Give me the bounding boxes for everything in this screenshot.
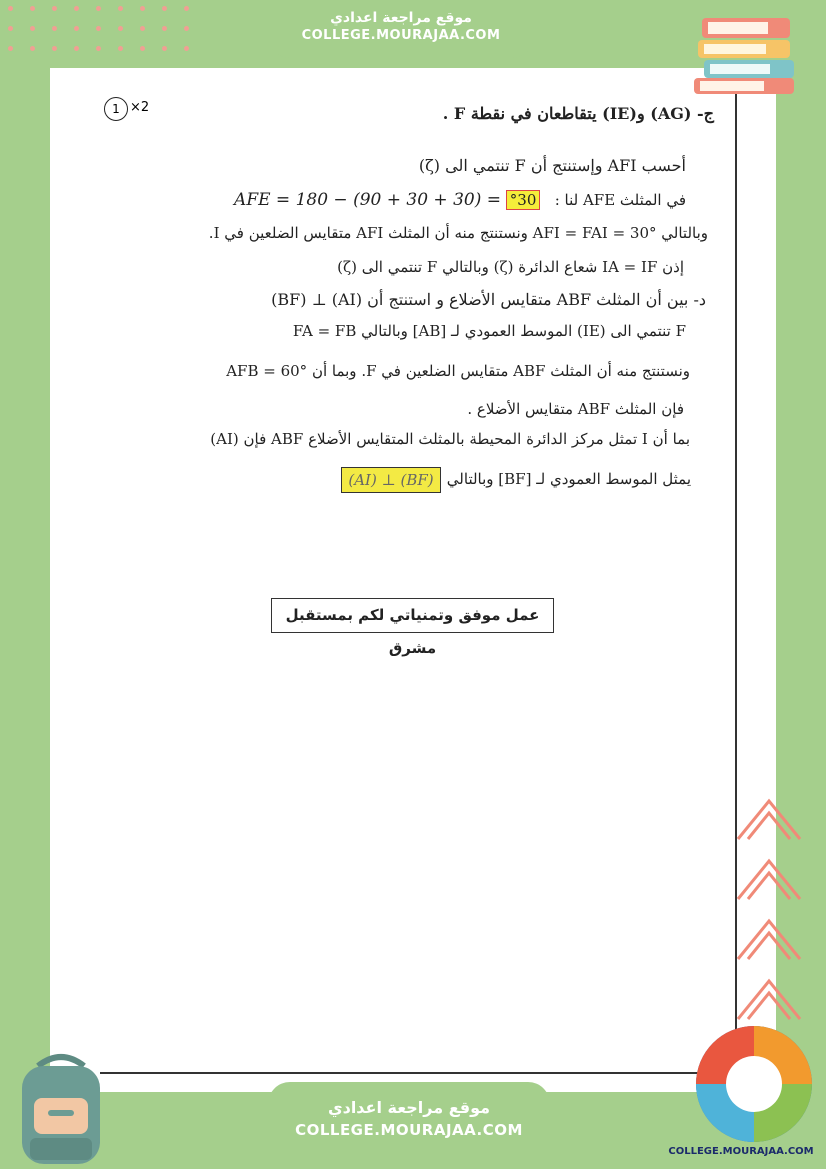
footer-site-name: موقع مراجعة اعدادي (327, 1098, 491, 1117)
mark-badge: 1 (104, 97, 128, 121)
line-equilateral-abf: فإن المثلث ABF متقايس الأضلاع . (467, 400, 684, 418)
header-site-url[interactable]: COLLEGE.MOURAJAA.COM (301, 28, 501, 43)
books-icon (694, 8, 804, 96)
line-isosceles-afi: وبالتالي AFI = FAI = 30° ونستنتج منه أن المثلث AFI متقايس الضلعين في I. (208, 224, 708, 242)
site-logo-icon[interactable] (692, 1022, 816, 1146)
equation-afe: AFE = 180 − (90 + 30 + 30) = (234, 190, 501, 210)
closing-message: عمل موفق وتمنياتي لكم بمستقبل مشرق (271, 598, 554, 633)
line-compute-afi: أحسب AFI وإستنتج أن F تنتمي الى (ζ) (418, 156, 686, 175)
backpack-icon (8, 1052, 114, 1167)
line-angle-afe-text: في المثلث AFE لنا : (554, 191, 686, 209)
line-circle-center: بما أن I تمثل مركز الدائرة المحيطة بالمثلث المتقايس الأضلاع ABF فإن (AI) (210, 430, 690, 448)
line-f-on-circle: إذن IA = IF شعاع الدائرة (ζ) وبالتالي F تنتمي الى (ζ) (337, 258, 684, 276)
footer-site-url[interactable]: COLLEGE.MOURAJAA.COM (295, 1121, 523, 1139)
answer-highlight-30: 30° (506, 190, 541, 210)
header-site-name: موقع مراجعة اعدادي (330, 10, 472, 26)
line-perpendicular-bisector: F تنتمي الى (IE) الموسط العمودي لـ [AB] وبالتالي FA = FB (292, 322, 686, 340)
line-part-c: ج- (AG) و(IE) يتقاطعان في نقطة F . (442, 104, 714, 123)
mark-multiplier: ×2 (130, 100, 150, 115)
frame-left (0, 0, 50, 1169)
line-part-d: د- بين أن المثلث ABF متقايس الأضلاع و استنتج أن (AI) ⊥ (BF) (271, 290, 706, 309)
conclusion-highlight: (AI) ⊥ (BF) (341, 467, 441, 493)
footer-banner[interactable] (268, 1082, 550, 1169)
header-banner[interactable] (268, 0, 534, 58)
chevron-up-icon (734, 795, 804, 1055)
decorative-dots (0, 0, 200, 60)
line-conclusion: يمثل الموسط العمودي لـ [BF] وبالتالي (446, 470, 691, 488)
page-border-bottom (100, 1072, 737, 1074)
line-angle-afe (234, 190, 686, 210)
line-isosceles-abf: ونستنتج منه أن المثلث ABF متقايس الضلعين في F. وبما أن AFB = 60° (226, 362, 690, 380)
logo-url[interactable]: COLLEGE.MOURAJAA.COM (668, 1146, 814, 1157)
